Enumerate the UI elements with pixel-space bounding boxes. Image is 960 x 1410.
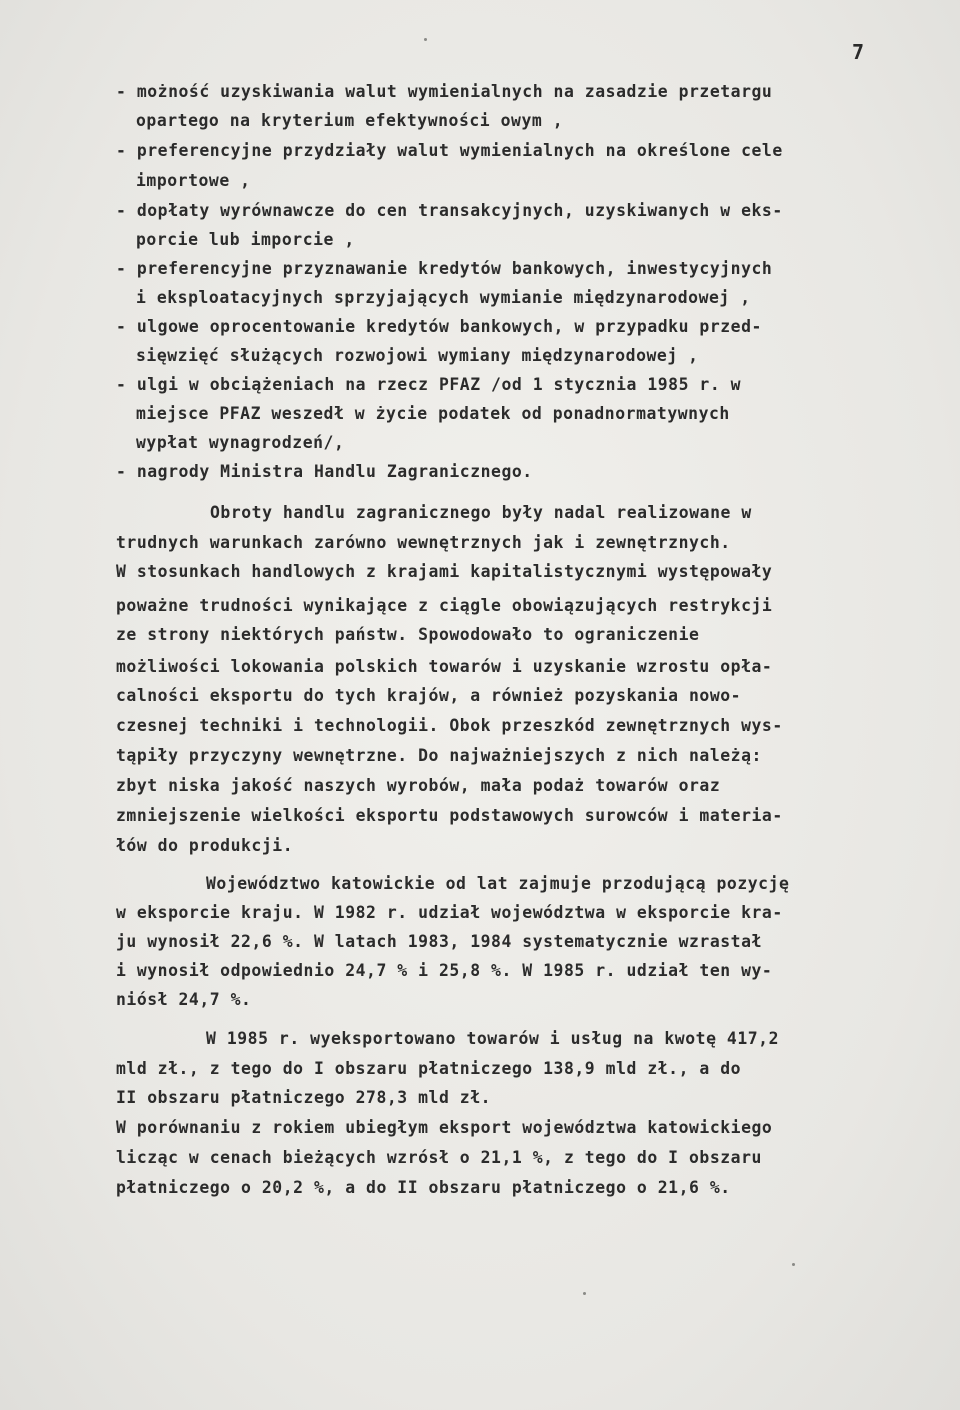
text-line: - nagrody Ministra Handlu Zagranicznego.	[116, 462, 533, 481]
text-line: łów do produkcji.	[116, 836, 294, 855]
text-line: Obroty handlu zagranicznego były nadal realizowane w	[210, 503, 752, 522]
paper-speck	[583, 1292, 586, 1295]
paper-speck	[424, 38, 427, 41]
page-number: 7	[852, 40, 865, 64]
text-line: - dopłaty wyrównawcze do cen transakcyjnych, uzyskiwanych w eks-	[116, 201, 783, 220]
text-line: mld zł., z tego do I obszaru płatniczego 138,9 mld zł., a do	[116, 1059, 742, 1078]
text-line: ze strony niektórych państw. Spowodowało to ograniczenie	[116, 625, 700, 644]
text-line: importowe ,	[136, 171, 251, 190]
text-line: - ulgi w obciążeniach na rzecz PFAZ /od 1 stycznia 1985 r. w	[116, 375, 742, 394]
text-line: płatniczego o 20,2 %, a do II obszaru płatniczego o 21,6 %.	[116, 1178, 731, 1197]
text-line: i eksploatacyjnych sprzyjających wymianie międzynarodowej ,	[136, 288, 751, 307]
text-line: - ulgowe oprocentowanie kredytów bankowych, w przypadku przed-	[116, 317, 762, 336]
text-line: niósł 24,7 %.	[116, 990, 252, 1009]
text-line: W stosunkach handlowych z krajami kapitalistycznymi występowały	[116, 562, 773, 581]
text-line: wypłat wynagrodzeń/,	[136, 433, 345, 452]
text-line: - preferencyjne przydziały walut wymienialnych na określone cele	[116, 141, 783, 160]
text-line: sięwzięć służących rozwojowi wymiany międzynarodowej ,	[136, 346, 699, 365]
text-line: czesnej techniki i technologii. Obok przeszkód zewnętrznych wys-	[116, 716, 783, 735]
text-line: - możność uzyskiwania walut wymienialnych na zasadzie przetargu	[116, 82, 773, 101]
text-line: W 1985 r. wyeksportowano towarów i usług na kwotę 417,2	[206, 1029, 779, 1048]
text-line: zmniejszenie wielkości eksportu podstawowych surowców i materia-	[116, 806, 783, 825]
text-line: poważne trudności wynikające z ciągle obowiązujących restrykcji	[116, 596, 773, 615]
text-line: zbyt niska jakość naszych wyrobów, mała podaż towarów oraz	[116, 776, 721, 795]
text-line: trudnych warunkach zarówno wewnętrznych jak i zewnętrznych.	[116, 533, 731, 552]
text-line: opartego na kryterium efektywności owym ,	[136, 111, 564, 130]
text-line: W porównaniu z rokiem ubiegłym eksport województwa katowickiego	[116, 1118, 773, 1137]
text-line: II obszaru płatniczego 278,3 mld zł.	[116, 1088, 492, 1107]
text-line: licząc w cenach bieżących wzrósł o 21,1 %, z tego do I obszaru	[116, 1148, 762, 1167]
text-line: możliwości lokowania polskich towarów i uzyskanie wzrostu opła-	[116, 657, 773, 676]
text-line: porcie lub imporcie ,	[136, 230, 355, 249]
text-line: w eksporcie kraju. W 1982 r. udział województwa w eksporcie kra-	[116, 903, 783, 922]
text-line: calności eksportu do tych krajów, a również pozyskania nowo-	[116, 686, 742, 705]
text-line: - preferencyjne przyznawanie kredytów bankowych, inwestycyjnych	[116, 259, 773, 278]
text-line: Województwo katowickie od lat zajmuje przodującą pozycję	[206, 874, 790, 893]
text-line: ju wynosił 22,6 %. W latach 1983, 1984 systematycznie wzrastał	[116, 932, 762, 951]
text-line: i wynosił odpowiednio 24,7 % i 25,8 %. W 1985 r. udział ten wy-	[116, 961, 773, 980]
text-line: tąpiły przyczyny wewnętrzne. Do najważniejszych z nich należą:	[116, 746, 762, 765]
paper-speck	[792, 1263, 795, 1266]
text-line: miejsce PFAZ weszedł w życie podatek od ponadnormatywnych	[136, 404, 730, 423]
